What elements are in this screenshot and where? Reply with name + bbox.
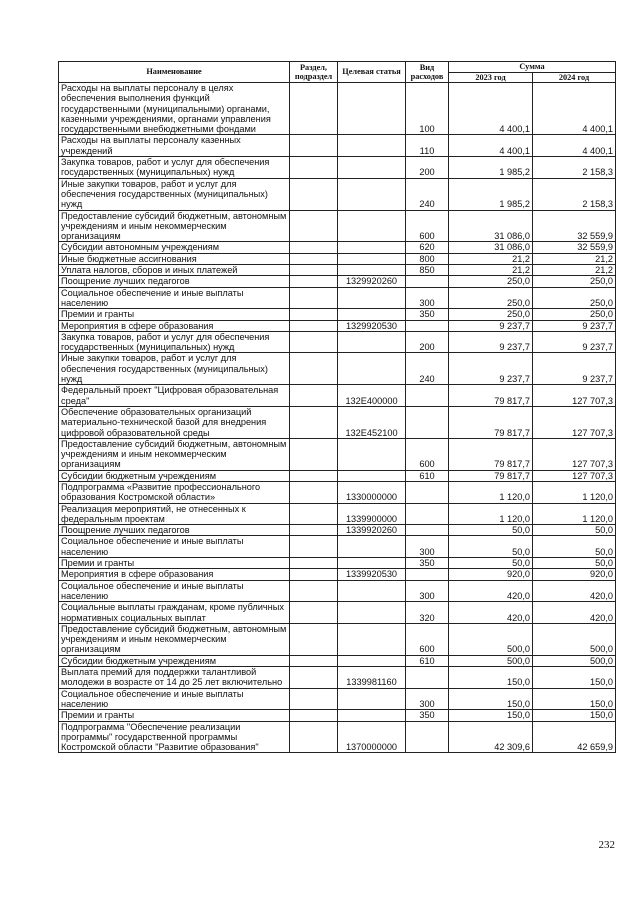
cell-target bbox=[338, 135, 406, 157]
cell-target bbox=[338, 210, 406, 242]
cell-2024: 32 559,9 bbox=[533, 242, 616, 253]
cell-target bbox=[338, 623, 406, 655]
cell-name: Реализация мероприятий, не отнесенных к федеральным проектам bbox=[59, 503, 290, 525]
cell-name: Иные закупки товаров, работ и услуг для обеспечения государственных (муниципальных) нужд bbox=[59, 178, 290, 210]
cell-2024: 42 659,9 bbox=[533, 721, 616, 753]
cell-target bbox=[338, 602, 406, 624]
cell-target bbox=[338, 253, 406, 264]
cell-2023: 500,0 bbox=[449, 655, 533, 666]
cell-2023: 920,0 bbox=[449, 569, 533, 580]
cell-kind: 610 bbox=[406, 655, 449, 666]
table-row bbox=[59, 569, 616, 580]
cell-target: 1339981160 bbox=[338, 667, 406, 689]
cell-kind bbox=[406, 667, 449, 689]
table-row bbox=[59, 331, 616, 353]
table-row bbox=[59, 276, 616, 287]
cell-name: Федеральный проект "Цифровая образовательная среда" bbox=[59, 385, 290, 407]
table-row bbox=[59, 721, 616, 753]
cell-name: Расходы на выплаты персоналу казенных учреждений bbox=[59, 135, 290, 157]
cell-name: Подпрограмма «Развитие профессионального образования Костромской области» bbox=[59, 481, 290, 503]
cell-2023: 150,0 bbox=[449, 667, 533, 689]
cell-2023: 21,2 bbox=[449, 265, 533, 276]
cell-section bbox=[290, 287, 338, 309]
cell-2024: 21,2 bbox=[533, 253, 616, 264]
cell-2023: 4 400,1 bbox=[449, 83, 533, 135]
cell-name: Социальное обеспечение и иные выплаты населению bbox=[59, 580, 290, 602]
cell-name: Мероприятия в сфере образования bbox=[59, 320, 290, 331]
header-name: Наименование bbox=[59, 62, 290, 83]
cell-2024: 1 120,0 bbox=[533, 481, 616, 503]
cell-kind: 240 bbox=[406, 178, 449, 210]
cell-2023: 9 237,7 bbox=[449, 353, 533, 385]
cell-kind: 620 bbox=[406, 242, 449, 253]
cell-name: Премии и гранты bbox=[59, 710, 290, 721]
table-row bbox=[59, 655, 616, 666]
cell-2024: 500,0 bbox=[533, 655, 616, 666]
cell-name: Премии и гранты bbox=[59, 309, 290, 320]
cell-2023: 1 985,2 bbox=[449, 178, 533, 210]
cell-2024: 4 400,1 bbox=[533, 83, 616, 135]
cell-2023: 420,0 bbox=[449, 580, 533, 602]
cell-target bbox=[338, 265, 406, 276]
table-row bbox=[59, 83, 616, 135]
cell-name: Предоставление субсидий бюджетным, автономным учреждениям и иным некоммерческим организациям bbox=[59, 210, 290, 242]
cell-target bbox=[338, 287, 406, 309]
cell-2024: 21,2 bbox=[533, 265, 616, 276]
cell-target bbox=[338, 655, 406, 666]
cell-2024: 920,0 bbox=[533, 569, 616, 580]
cell-target bbox=[338, 157, 406, 179]
cell-kind: 320 bbox=[406, 602, 449, 624]
table-row bbox=[59, 406, 616, 438]
cell-name: Иные бюджетные ассигнования bbox=[59, 253, 290, 264]
table-row bbox=[59, 470, 616, 481]
cell-kind bbox=[406, 481, 449, 503]
cell-2023: 50,0 bbox=[449, 525, 533, 536]
cell-2023: 50,0 bbox=[449, 536, 533, 558]
cell-target: 1370000000 bbox=[338, 721, 406, 753]
cell-kind: 110 bbox=[406, 135, 449, 157]
cell-target bbox=[338, 438, 406, 470]
cell-2023: 250,0 bbox=[449, 287, 533, 309]
table-row bbox=[59, 503, 616, 525]
cell-section bbox=[290, 623, 338, 655]
cell-kind bbox=[406, 569, 449, 580]
table-row bbox=[59, 265, 616, 276]
cell-section bbox=[290, 667, 338, 689]
cell-name: Обеспечение образовательных организаций материально-технической базой для внедрения цифровой образовательной среды bbox=[59, 406, 290, 438]
cell-kind: 200 bbox=[406, 331, 449, 353]
cell-name: Социальное обеспечение и иные выплаты населению bbox=[59, 536, 290, 558]
cell-2023: 31 086,0 bbox=[449, 210, 533, 242]
table-row bbox=[59, 667, 616, 689]
cell-2024: 420,0 bbox=[533, 602, 616, 624]
table-body bbox=[59, 83, 616, 753]
cell-section bbox=[290, 503, 338, 525]
cell-section bbox=[290, 470, 338, 481]
cell-2024: 2 158,3 bbox=[533, 157, 616, 179]
cell-name: Мероприятия в сфере образования bbox=[59, 569, 290, 580]
cell-2023: 50,0 bbox=[449, 558, 533, 569]
cell-target bbox=[338, 580, 406, 602]
cell-2024: 9 237,7 bbox=[533, 320, 616, 331]
table-row bbox=[59, 385, 616, 407]
cell-section bbox=[290, 602, 338, 624]
cell-section bbox=[290, 309, 338, 320]
cell-2024: 9 237,7 bbox=[533, 331, 616, 353]
cell-kind bbox=[406, 276, 449, 287]
cell-name: Подпрограмма "Обеспечение реализации программы" государственной программы Костромской области "Развитие образования" bbox=[59, 721, 290, 753]
table-row bbox=[59, 580, 616, 602]
cell-target: 1339920260 bbox=[338, 525, 406, 536]
cell-section bbox=[290, 157, 338, 179]
cell-target bbox=[338, 83, 406, 135]
cell-target bbox=[338, 178, 406, 210]
cell-name: Поощрение лучших педагогов bbox=[59, 525, 290, 536]
cell-2024: 420,0 bbox=[533, 580, 616, 602]
cell-target bbox=[338, 242, 406, 253]
cell-2024: 127 707,3 bbox=[533, 470, 616, 481]
cell-target: 1329920530 bbox=[338, 320, 406, 331]
cell-section bbox=[290, 721, 338, 753]
cell-target: 1339900000 bbox=[338, 503, 406, 525]
cell-2024: 4 400,1 bbox=[533, 135, 616, 157]
cell-section bbox=[290, 265, 338, 276]
table-row bbox=[59, 287, 616, 309]
cell-section bbox=[290, 178, 338, 210]
cell-2024: 500,0 bbox=[533, 623, 616, 655]
cell-section bbox=[290, 481, 338, 503]
cell-section bbox=[290, 438, 338, 470]
table-row bbox=[59, 309, 616, 320]
cell-2023: 79 817,7 bbox=[449, 406, 533, 438]
cell-2023: 4 400,1 bbox=[449, 135, 533, 157]
header-sum: Сумма bbox=[449, 62, 616, 73]
cell-section bbox=[290, 210, 338, 242]
cell-section bbox=[290, 688, 338, 710]
cell-target bbox=[338, 536, 406, 558]
cell-2023: 21,2 bbox=[449, 253, 533, 264]
cell-target: 1329920260 bbox=[338, 276, 406, 287]
cell-2024: 127 707,3 bbox=[533, 406, 616, 438]
cell-target bbox=[338, 353, 406, 385]
cell-section bbox=[290, 569, 338, 580]
cell-kind: 300 bbox=[406, 580, 449, 602]
header-section: Раздел, подраздел bbox=[290, 62, 338, 83]
cell-2024: 250,0 bbox=[533, 309, 616, 320]
cell-name: Предоставление субсидий бюджетным, автономным учреждениям и иным некоммерческим организациям bbox=[59, 623, 290, 655]
cell-section bbox=[290, 83, 338, 135]
cell-2024: 150,0 bbox=[533, 710, 616, 721]
table-row bbox=[59, 623, 616, 655]
cell-target bbox=[338, 309, 406, 320]
cell-name: Расходы на выплаты персоналу в целях обеспечения выполнения функций государственными (муниципальными) органами, казенными учреждениями, органами управления государственными внебюджетными фондами bbox=[59, 83, 290, 135]
table-row bbox=[59, 481, 616, 503]
cell-kind bbox=[406, 503, 449, 525]
cell-kind: 200 bbox=[406, 157, 449, 179]
cell-2024: 1 120,0 bbox=[533, 503, 616, 525]
cell-name: Субсидии бюджетным учреждениям bbox=[59, 470, 290, 481]
table-row bbox=[59, 438, 616, 470]
cell-name: Выплата премий для поддержки талантливой молодежи в возрасте от 14 до 25 лет включительно bbox=[59, 667, 290, 689]
cell-kind bbox=[406, 385, 449, 407]
cell-name: Предоставление субсидий бюджетным, автономным учреждениям и иным некоммерческим организациям bbox=[59, 438, 290, 470]
cell-2023: 42 309,6 bbox=[449, 721, 533, 753]
budget-table bbox=[58, 61, 616, 753]
table-row bbox=[59, 242, 616, 253]
cell-section bbox=[290, 276, 338, 287]
cell-target bbox=[338, 470, 406, 481]
table-row bbox=[59, 210, 616, 242]
cell-2024: 50,0 bbox=[533, 558, 616, 569]
cell-2023: 150,0 bbox=[449, 710, 533, 721]
cell-kind: 300 bbox=[406, 536, 449, 558]
cell-target: 1330000000 bbox=[338, 481, 406, 503]
cell-2023: 500,0 bbox=[449, 623, 533, 655]
table-row bbox=[59, 688, 616, 710]
cell-target bbox=[338, 688, 406, 710]
cell-kind: 600 bbox=[406, 623, 449, 655]
cell-kind bbox=[406, 406, 449, 438]
cell-kind bbox=[406, 721, 449, 753]
cell-name: Социальное обеспечение и иные выплаты населению bbox=[59, 688, 290, 710]
cell-2024: 50,0 bbox=[533, 536, 616, 558]
header-row bbox=[59, 62, 616, 73]
cell-2024: 150,0 bbox=[533, 667, 616, 689]
cell-section bbox=[290, 331, 338, 353]
cell-kind bbox=[406, 525, 449, 536]
table-row bbox=[59, 710, 616, 721]
cell-target: 1339920530 bbox=[338, 569, 406, 580]
cell-2024: 2 158,3 bbox=[533, 178, 616, 210]
cell-section bbox=[290, 242, 338, 253]
page-number: 232 bbox=[598, 839, 615, 851]
cell-target: 132E452100 bbox=[338, 406, 406, 438]
cell-2024: 9 237,7 bbox=[533, 353, 616, 385]
cell-target bbox=[338, 710, 406, 721]
header-target: Целевая статья bbox=[338, 62, 406, 83]
table-row bbox=[59, 353, 616, 385]
cell-section bbox=[290, 320, 338, 331]
cell-2023: 31 086,0 bbox=[449, 242, 533, 253]
header-kind: Вид расходов bbox=[406, 62, 449, 83]
table-row bbox=[59, 135, 616, 157]
cell-target bbox=[338, 558, 406, 569]
cell-2023: 79 817,7 bbox=[449, 470, 533, 481]
cell-2023: 150,0 bbox=[449, 688, 533, 710]
cell-2023: 1 985,2 bbox=[449, 157, 533, 179]
cell-name: Закупка товаров, работ и услуг для обеспечения государственных (муниципальных) нужд bbox=[59, 157, 290, 179]
cell-2024: 150,0 bbox=[533, 688, 616, 710]
table-row bbox=[59, 178, 616, 210]
cell-kind: 100 bbox=[406, 83, 449, 135]
cell-kind: 610 bbox=[406, 470, 449, 481]
cell-section bbox=[290, 525, 338, 536]
cell-2023: 250,0 bbox=[449, 276, 533, 287]
cell-kind: 300 bbox=[406, 688, 449, 710]
cell-section bbox=[290, 536, 338, 558]
cell-kind: 800 bbox=[406, 253, 449, 264]
cell-2024: 32 559,9 bbox=[533, 210, 616, 242]
cell-section bbox=[290, 385, 338, 407]
cell-kind: 350 bbox=[406, 309, 449, 320]
cell-2024: 127 707,3 bbox=[533, 385, 616, 407]
cell-kind: 600 bbox=[406, 210, 449, 242]
header-year-2024: 2024 год bbox=[533, 72, 616, 83]
cell-name: Иные закупки товаров, работ и услуг для обеспечения государственных (муниципальных) нужд bbox=[59, 353, 290, 385]
cell-name: Уплата налогов, сборов и иных платежей bbox=[59, 265, 290, 276]
cell-2023: 250,0 bbox=[449, 309, 533, 320]
cell-target: 132E400000 bbox=[338, 385, 406, 407]
cell-section bbox=[290, 406, 338, 438]
cell-name: Социальное обеспечение и иные выплаты населению bbox=[59, 287, 290, 309]
cell-name: Поощрение лучших педагогов bbox=[59, 276, 290, 287]
cell-2023: 1 120,0 bbox=[449, 503, 533, 525]
cell-2023: 9 237,7 bbox=[449, 320, 533, 331]
cell-kind: 850 bbox=[406, 265, 449, 276]
cell-2024: 50,0 bbox=[533, 525, 616, 536]
cell-2023: 420,0 bbox=[449, 602, 533, 624]
cell-kind: 300 bbox=[406, 287, 449, 309]
cell-target bbox=[338, 331, 406, 353]
cell-2023: 1 120,0 bbox=[449, 481, 533, 503]
cell-section bbox=[290, 353, 338, 385]
table-row bbox=[59, 602, 616, 624]
cell-2024: 127 707,3 bbox=[533, 438, 616, 470]
cell-name: Социальные выплаты гражданам, кроме публичных нормативных социальных выплат bbox=[59, 602, 290, 624]
cell-2023: 79 817,7 bbox=[449, 385, 533, 407]
cell-section bbox=[290, 558, 338, 569]
table-row bbox=[59, 253, 616, 264]
cell-section bbox=[290, 655, 338, 666]
table-row bbox=[59, 536, 616, 558]
cell-2024: 250,0 bbox=[533, 287, 616, 309]
header-year-2023: 2023 год bbox=[449, 72, 533, 83]
cell-section bbox=[290, 253, 338, 264]
cell-kind bbox=[406, 320, 449, 331]
cell-name: Субсидии бюджетным учреждениям bbox=[59, 655, 290, 666]
cell-2024: 250,0 bbox=[533, 276, 616, 287]
table-row bbox=[59, 320, 616, 331]
cell-2023: 9 237,7 bbox=[449, 331, 533, 353]
cell-2023: 79 817,7 bbox=[449, 438, 533, 470]
cell-section bbox=[290, 135, 338, 157]
cell-name: Закупка товаров, работ и услуг для обеспечения государственных (муниципальных) нужд bbox=[59, 331, 290, 353]
table-row bbox=[59, 558, 616, 569]
cell-section bbox=[290, 580, 338, 602]
table-row bbox=[59, 157, 616, 179]
cell-kind: 350 bbox=[406, 558, 449, 569]
cell-kind: 240 bbox=[406, 353, 449, 385]
cell-name: Субсидии автономным учреждениям bbox=[59, 242, 290, 253]
cell-section bbox=[290, 710, 338, 721]
cell-kind: 350 bbox=[406, 710, 449, 721]
cell-name: Премии и гранты bbox=[59, 558, 290, 569]
cell-kind: 600 bbox=[406, 438, 449, 470]
table-row bbox=[59, 525, 616, 536]
